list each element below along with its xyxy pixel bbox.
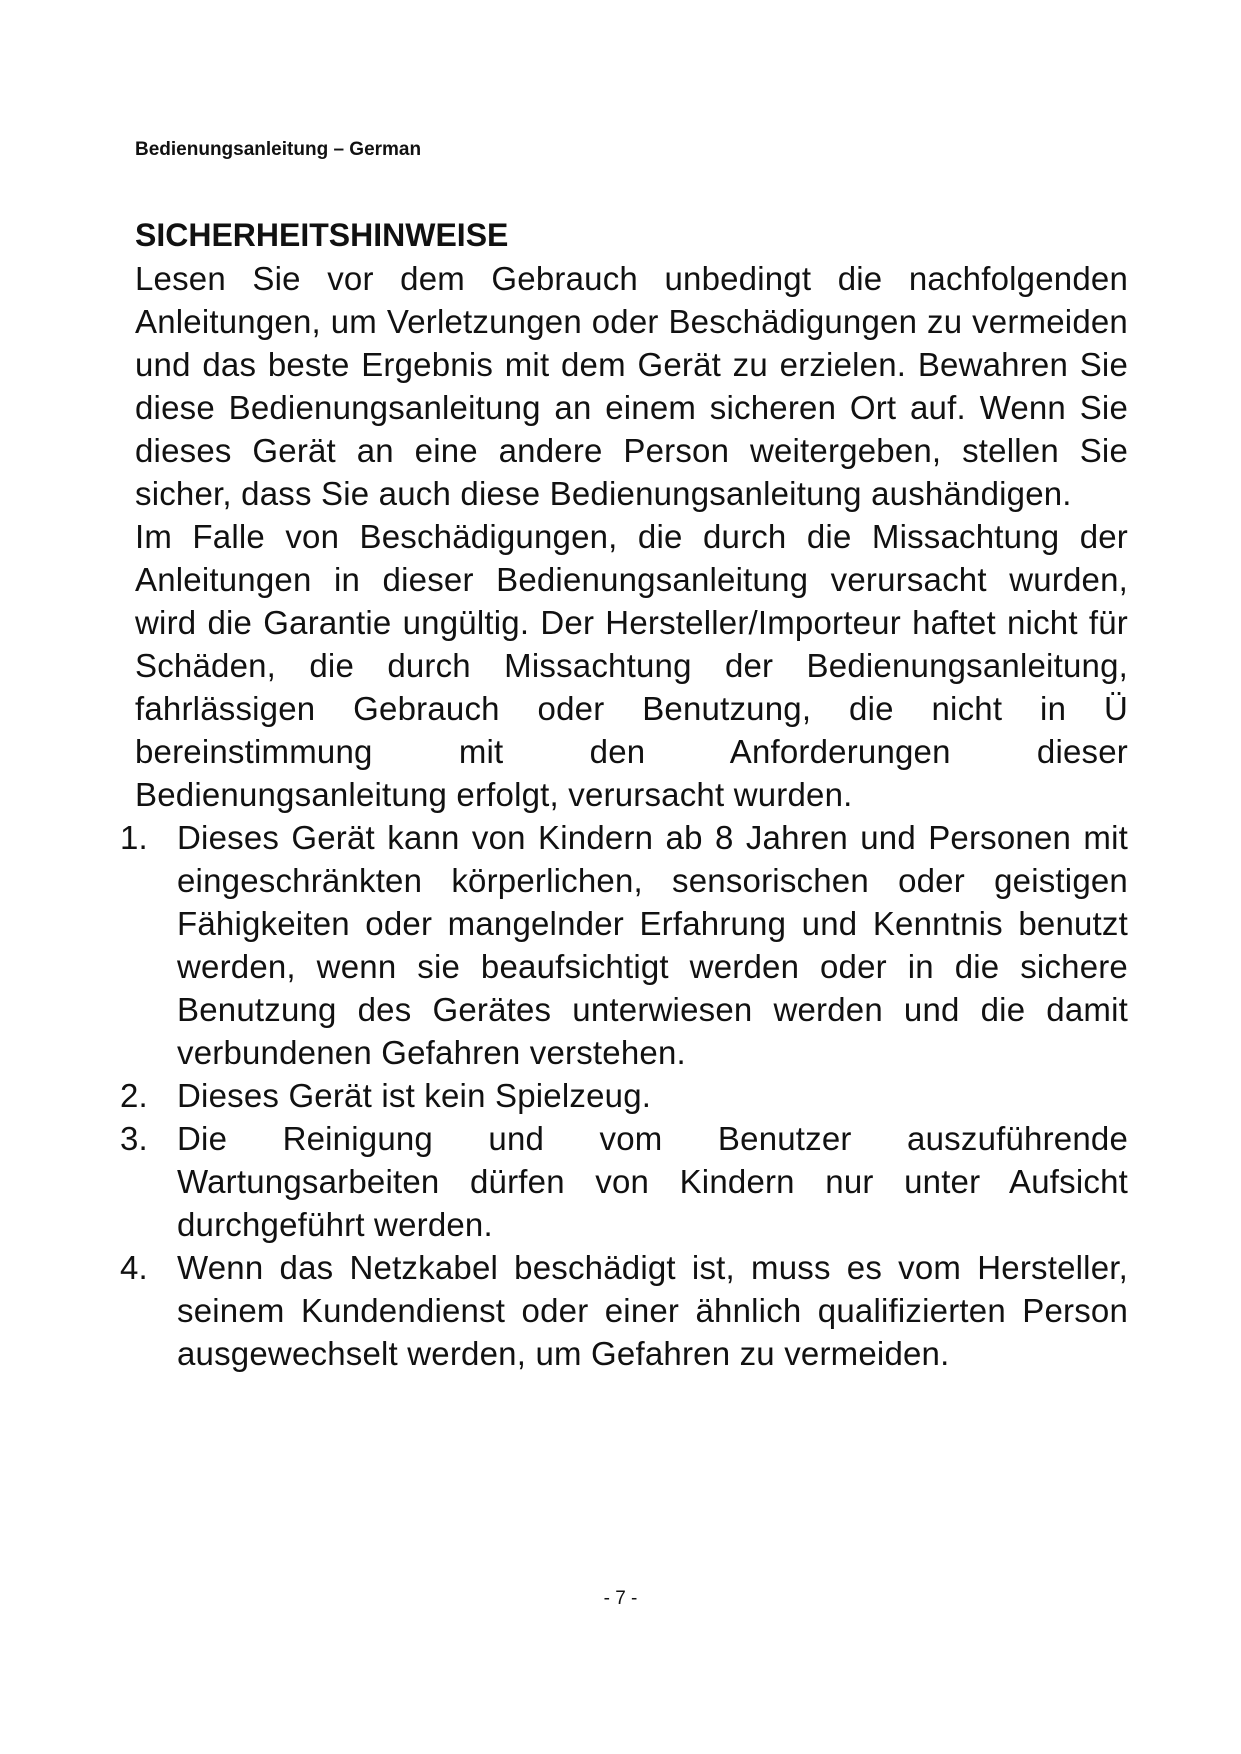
warranty-paragraph: Im Falle von Beschädigungen, die durch die Missachtung der Anleitungen in dieser Bedienungsanleitung verursacht wurden, wird die Garantie ungültig. Der Hersteller/Importeur haftet nicht für Schäden, die durch Missachtung der Bedienungsanleitung, fahrlässigen Gebrauch oder Benutzung, die nicht in Ü bereinstimmung mit den Anforderungen dieser Bedienungsanleitung erfolgt, verursacht wurden. [135,518,1128,813]
list-item-number: 2. [120,1077,148,1114]
list-item-text: Wenn das Netzkabel beschädigt ist, muss es vom Hersteller, seinem Kundendienst oder einer ähnlich qualifizierten Person ausgewechselt werden, um Gefahren zu vermeiden. [177,1249,1128,1372]
list-item [120,1117,1128,1246]
intro-paragraph: Lesen Sie vor dem Gebrauch unbedingt die nachfolgenden Anleitungen, um Verletzungen oder Beschädigungen zu vermeiden und das beste Ergebnis mit dem Gerät zu erzielen. Bewahren Sie diese Bedienungsanleitung an einem sicheren Ort auf. Wenn Sie dieses Gerät an eine andere Person weitergeben, stellen Sie sicher, dass Sie auch diese Bedienungsanleitung aushändigen. [135,260,1128,512]
list-item-text: Dieses Gerät ist kein Spielzeug. [177,1077,652,1114]
section-title: SICHERHEITSHINWEISE [135,217,509,253]
list-item [120,816,1128,1074]
list-item-number: 4. [120,1249,148,1286]
list-item-text: Die Reinigung und vom Benutzer auszuführende Wartungsarbeiten dürfen von Kindern nur unter Aufsicht durchgeführt werden. [177,1120,1128,1243]
safety-section [120,214,1128,1375]
list-item [120,1246,1128,1375]
document-header: Bedienungsanleitung – German [135,139,422,160]
list-item-number: 1. [120,819,148,856]
list-item-text: Dieses Gerät kann von Kindern ab 8 Jahren und Personen mit eingeschränkten körperlichen, sensorischen oder geistigen Fähigkeiten oder mangelnder Erfahrung und Kenntnis benutzt werden, wenn sie beaufsichtigt werden oder in die sichere Benutzung des Gerätes unterwiesen werden und die damit verbundenen Gefahren verstehen. [177,819,1128,1071]
page-number: - 7 - [603,1588,638,1609]
list-item-number: 3. [120,1120,148,1157]
safety-list [120,816,1128,1375]
list-item [120,1074,1128,1117]
